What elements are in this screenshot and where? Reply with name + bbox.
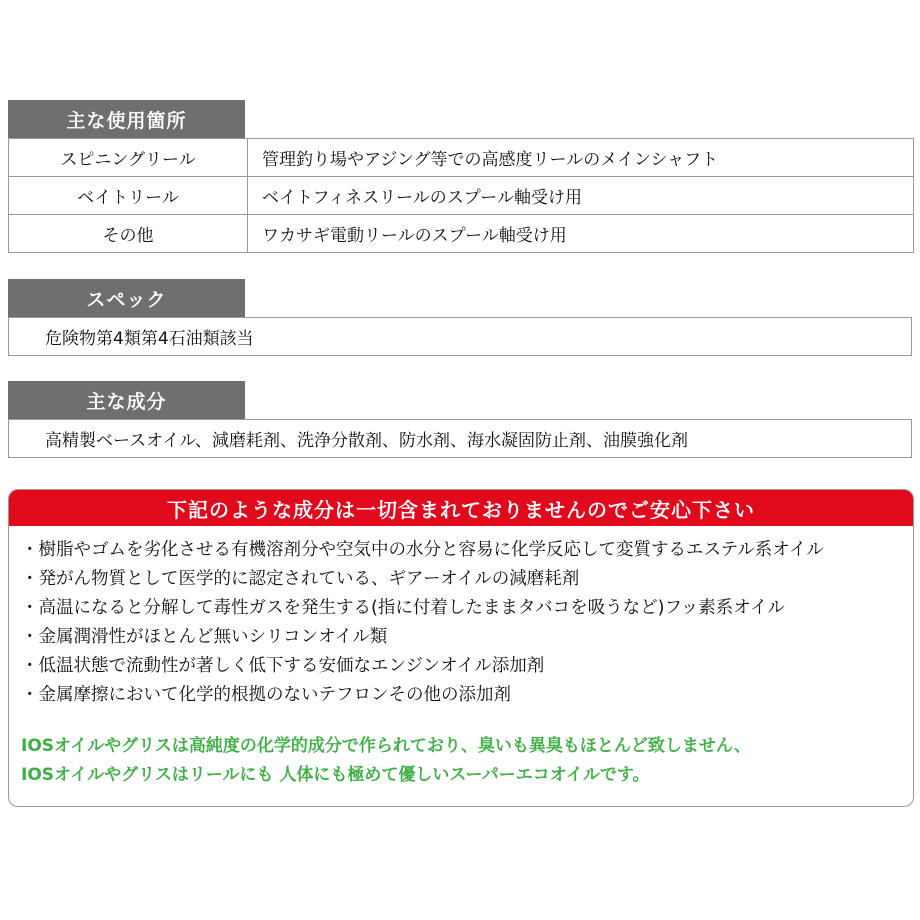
- list-item: ・金属潤滑性がほとんど無いシリコンオイル類: [21, 627, 388, 647]
- usage-table: [8, 138, 914, 253]
- usage-description: 管理釣り場やアジング等での高感度リールのメインシャフト: [248, 139, 914, 177]
- closing-statement: [9, 732, 913, 790]
- list-item: ・金属摩擦において化学的根拠のないテフロンその他の添加剤: [21, 685, 511, 705]
- ingredients-section-header: 主な成分: [8, 381, 245, 419]
- ingredients-text: 高精製ベースオイル、減磨耗剤、洗浄分散剤、防水剤、海水凝固防止剤、油膜強化剤: [45, 431, 688, 451]
- list-item: ・高温になると分解して毒性ガスを発生する(指に付着したままタバコを吸うなど)フッ素系オイル: [21, 598, 785, 618]
- excluded-ingredients-list: [9, 526, 913, 710]
- usage-description: ベイトフィネスリールのスプール軸受け用: [248, 177, 914, 215]
- notice-box: [8, 489, 914, 807]
- usage-label: ベイトリール: [9, 177, 248, 215]
- table-row: [9, 177, 914, 215]
- usage-section-header: 主な使用箇所: [8, 100, 245, 138]
- ingredients-box: [8, 419, 912, 458]
- closing-line: IOSオイルやグリスは高純度の化学的成分で作られており、臭いも異臭もほとんど致しません、: [21, 736, 751, 756]
- notice-header: 下記のような成分は一切含まれておりませんのでご安心下さい: [9, 490, 913, 526]
- usage-description: ワカサギ電動リールのスプール軸受け用: [248, 215, 914, 253]
- closing-line: IOSオイルやグリスはリールにも 人体にも極めて優しいスーパーエコオイルです。: [21, 765, 650, 785]
- list-item: ・樹脂やゴムを劣化させる有機溶剤分や空気中の水分と容易に化学反応して変質するエステル系オイル: [21, 540, 824, 560]
- list-item: ・低温状態で流動性が著しく低下する安価なエンジンオイル添加剤: [21, 656, 545, 676]
- table-row: [9, 215, 914, 253]
- spec-text: 危険物第4類第4石油類該当: [45, 329, 254, 349]
- spec-section-header: スペック: [8, 279, 245, 317]
- usage-label: スピニングリール: [9, 139, 248, 177]
- list-item: ・発がん物質として医学的に認定されている、ギアーオイルの減磨耗剤: [21, 569, 580, 589]
- spec-box: [8, 317, 912, 356]
- table-row: [9, 139, 914, 177]
- usage-label: その他: [9, 215, 248, 253]
